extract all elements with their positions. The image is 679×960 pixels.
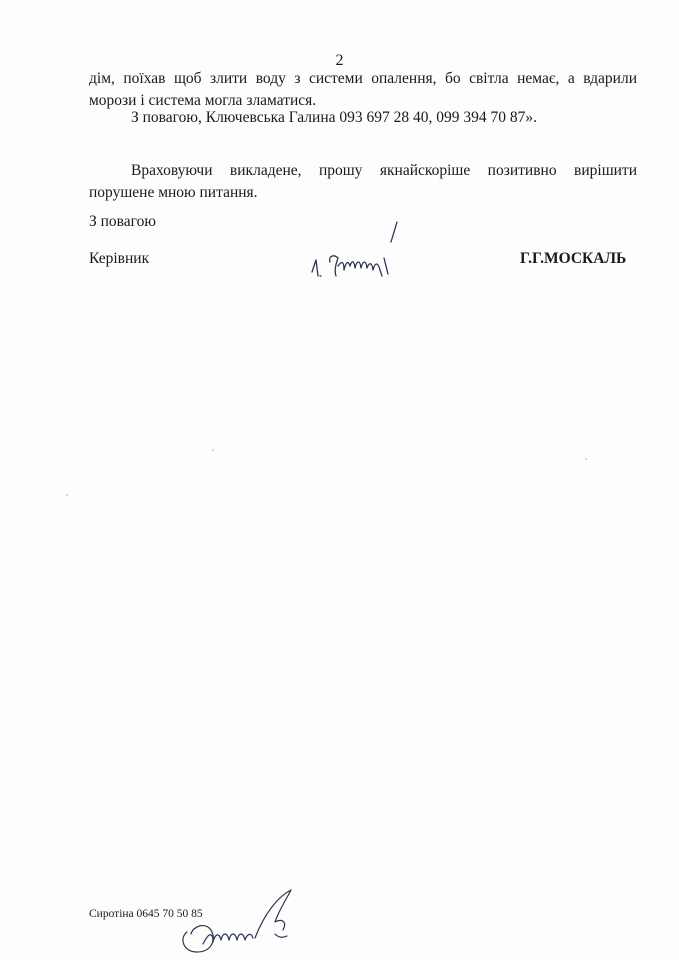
page-number: 2 <box>335 52 344 69</box>
scan-speck <box>585 458 587 460</box>
scan-speck <box>66 494 68 496</box>
quote-closing: З повагою, Ключевська Галина 093 697 28 40, 099 394 70 87». <box>131 109 537 126</box>
scan-speck <box>212 449 214 451</box>
paragraph-line: морози і система могла зламатися. <box>89 92 317 109</box>
footer-signature-image <box>175 882 325 957</box>
paragraph-line: дім, поїхав щоб злити воду з системи опалення, бо світла немає, а вдарили <box>89 70 637 87</box>
signer-name: Г.Г.МОСКАЛЬ <box>520 250 627 267</box>
signature-image <box>300 210 420 285</box>
request-paragraph: Враховуючи викладене, прошу якнайскоріше позитивно вирішити порушене мною питання. <box>89 162 637 201</box>
footer-contact: Сиротіна 0645 70 50 85 <box>89 908 203 920</box>
body-paragraph <box>89 68 637 112</box>
signer-role: Керівник <box>89 250 150 267</box>
closing-phrase: З повагою <box>89 213 156 230</box>
